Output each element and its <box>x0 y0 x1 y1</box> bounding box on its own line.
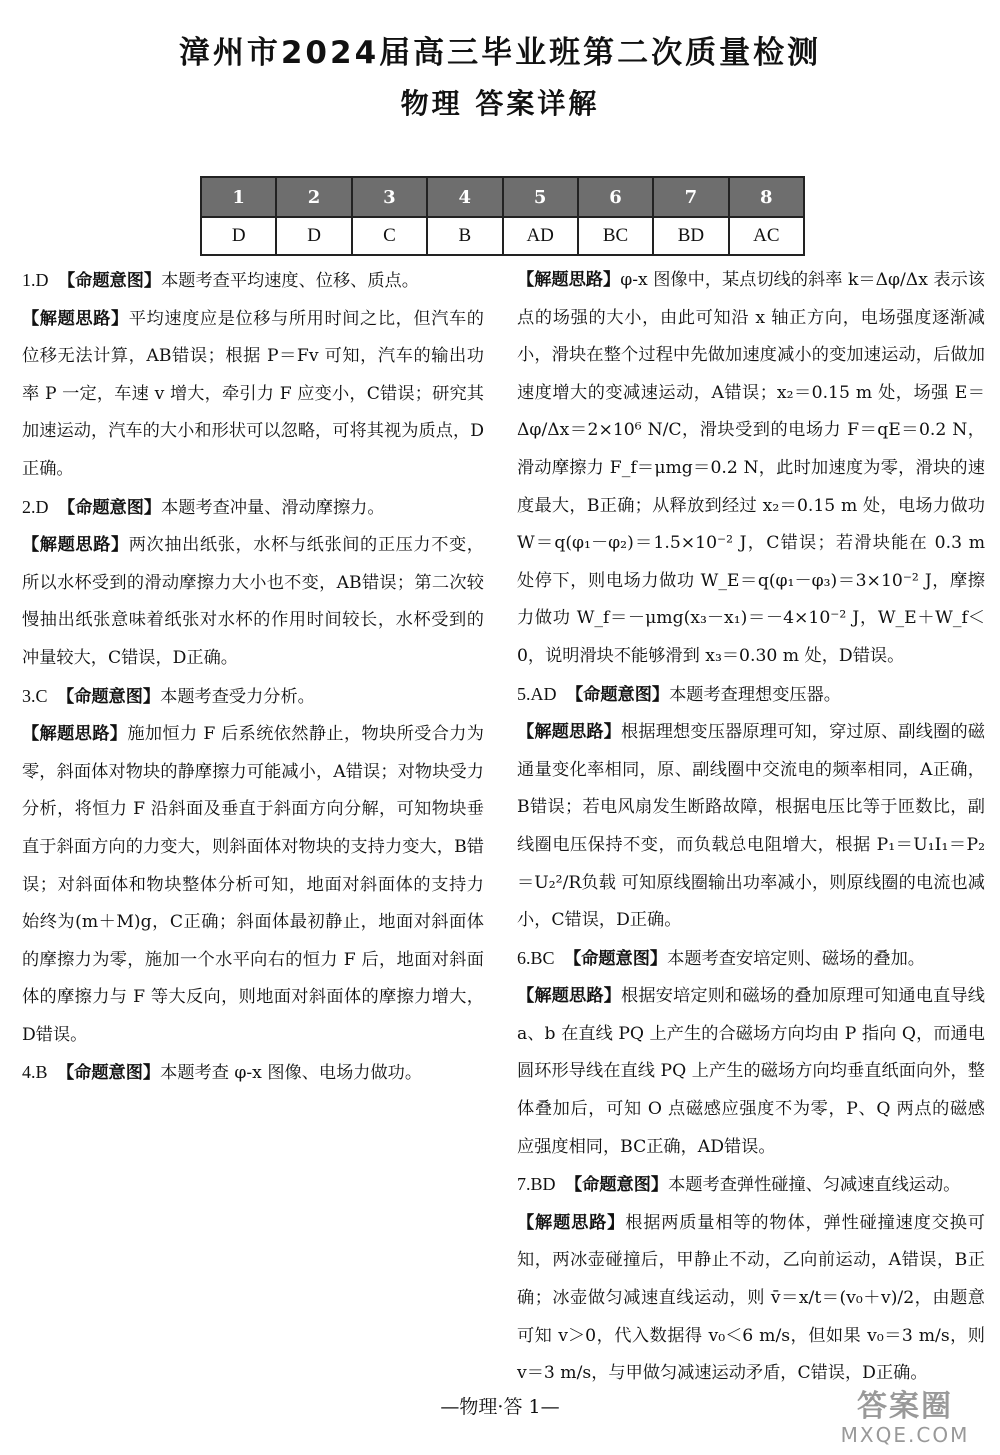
question-number: 2.D <box>22 496 49 517</box>
watermark-url: MXQE.COM <box>840 1423 970 1447</box>
reason-tag: 【解题思路】 <box>517 1212 626 1233</box>
intent-text: 本题考查安培定则、磁场的叠加。 <box>667 948 925 969</box>
intent-tag: 【命题意图】 <box>565 684 670 705</box>
reason-text: φ-x 图像中，某点切线的斜率 k＝Δφ/Δx 表示该点的场强的大小，由此可知沿 x 轴正方向，电场强度逐渐减小，滑块在整个过程中先做加速度减小的变加速运动，后做加速度增大的变减速运动，A错误；x₂＝0.15 m 处，场强 E＝Δφ/Δx＝2×10⁶ N/C，滑块受到的电场力 F＝qE＝0.2 N，滑动摩擦力 F_f＝μmg＝0.2 N，此时加速度为零，滑块的速度最大，B正确；从释放到经过 x₂＝0.15 m 处，电场力做功 W＝q(φ₁－φ₂)＝1.5×10⁻² J，C错误；若滑块能在 0.3 m 处停下，则电场力做功 W_E＝q(φ₁－φ₃)＝3×10⁻² J，摩擦力做功 W_f＝－μmg(x₃－x₁)＝－4×10⁻² J，W_E＋W_f＜0，说明滑块不能够滑到 x₃＝0.30 m 处，D错误。 <box>517 270 985 666</box>
question-2-reasoning <box>22 527 484 677</box>
answer-cell: AD <box>503 217 578 255</box>
left-column <box>22 262 484 1093</box>
intent-text: 本题考查弹性碰撞、匀减速直线运动。 <box>668 1175 961 1196</box>
page-title: 漳州市2024届高三毕业班第二次质量检测 <box>178 35 822 71</box>
intent-text: 本题考查冲量、滑动摩擦力。 <box>161 497 385 518</box>
reason-text: 施加恒力 F 后系统依然静止，物块所受合力为零，斜面体对物块的静摩擦力可能减小，A错误；对物块受力分析，将恒力 F 沿斜面及垂直于斜面方向分解，可知物块垂直于斜面方向的力变大，则斜面体对物块的支持力变大，B错误；对斜面体和物块整体分析可知，地面对斜面体的支持力始终为(m＋M)g，C正确；斜面体最初静止，地面对斜面体的摩擦力为零，施加一个水平向右的恒力 F 后，地面对斜面体的摩擦力与 F 等大反向，则地面对斜面体的摩擦力增大，D错误。 <box>22 724 484 1045</box>
question-number-cell: 1 <box>201 177 276 217</box>
answer-table-answer-row <box>201 217 804 255</box>
answer-table <box>200 176 805 256</box>
question-number: 7.BD <box>517 1174 556 1195</box>
page-footer: —物理·答 1— <box>440 1396 560 1418</box>
question-number: 6.BC <box>517 947 555 968</box>
reason-text: 根据两质量相等的物体，弹性碰撞速度交换可知，两冰壶碰撞后，甲静止不动，乙向前运动，A错误，B正确；冰壶做匀减速直线运动，则 v̄＝x/t＝(v₀＋v)/2，由题意可知 v＞0，代入数据得 v₀＜6 m/s，但如果 v₀＝3 m/s，则 v＝3 m/s，与甲做匀减速运动矛盾，C错误，D正确。 <box>517 1212 985 1384</box>
question-number-cell: 6 <box>578 177 653 217</box>
answer-cell: B <box>427 217 502 255</box>
question-number-cell: 4 <box>427 177 502 217</box>
answer-cell: C <box>352 217 427 255</box>
question-number: 1.D <box>22 270 49 290</box>
answer-cell: AC <box>729 217 804 255</box>
intent-text: 本题考查受力分析。 <box>160 686 315 707</box>
question-number-cell: 8 <box>729 177 804 217</box>
intent-tag: 【命题意图】 <box>57 271 162 291</box>
answer-cell: D <box>276 217 351 255</box>
intent-text: 本题考查理想变压器。 <box>669 684 841 705</box>
reason-tag: 【解题思路】 <box>22 535 129 556</box>
intent-tag: 【命题意图】 <box>56 686 161 707</box>
question-3 <box>22 678 484 717</box>
reason-tag: 【解题思路】 <box>22 724 128 745</box>
reason-tag: 【解题思路】 <box>517 270 621 290</box>
reason-tag: 【解题思路】 <box>517 986 622 1007</box>
question-3-reasoning <box>22 716 484 1054</box>
page-subtitle: 物理 答案详解 <box>400 87 600 120</box>
watermark-logo <box>830 1390 980 1450</box>
question-4 <box>22 1054 484 1093</box>
reason-tag: 【解题思路】 <box>22 308 129 329</box>
watermark-text: 答案圈 <box>857 1389 953 1424</box>
question-1 <box>22 262 484 301</box>
question-number: 5.AD <box>517 683 557 704</box>
intent-tag: 【命题意图】 <box>563 948 668 969</box>
question-number-cell: 3 <box>352 177 427 217</box>
question-1-reasoning <box>22 301 484 489</box>
intent-tag: 【命题意图】 <box>564 1175 669 1196</box>
answer-cell: BC <box>578 217 653 255</box>
question-7 <box>517 1166 985 1205</box>
right-column <box>517 262 985 1393</box>
question-4-reasoning <box>517 262 985 676</box>
question-number-cell: 2 <box>276 177 351 217</box>
reason-text: 根据安培定则和磁场的叠加原理可知通电直导线 a、b 在直线 PQ 上产生的合磁场方向均由 P 指向 Q，而通电圆环形导线在直线 PQ 上产生的磁场方向均垂直纸面向外，整体叠加后，可知 O 点磁感应强度不为零，P、Q 两点的磁感应强度相同，BC正确，AD错误。 <box>517 986 985 1157</box>
reason-text: 根据理想变压器原理可知，穿过原、副线圈的磁通量变化率相同，原、副线圈中交流电的频率相同，A正确，B错误；若电风扇发生断路故障，根据电压比等于匝数比，副线圈电压保持不变，而负载总电阻增大，根据 P₁＝U₁I₁＝P₂＝U₂²/R负载 可知原线圈输出功率减小，则原线圈的电流也减小，C错误，D正确。 <box>517 722 985 931</box>
reason-tag: 【解题思路】 <box>517 722 622 743</box>
intent-text: 本题考查平均速度、位移、质点。 <box>161 271 419 291</box>
answer-cell: D <box>201 217 276 255</box>
question-5-reasoning <box>517 714 985 940</box>
intent-tag: 【命题意图】 <box>56 1063 161 1084</box>
question-number-cell: 5 <box>503 177 578 217</box>
intent-tag: 【命题意图】 <box>57 497 162 518</box>
question-2 <box>22 489 484 528</box>
question-6 <box>517 940 985 979</box>
reason-text: 两次抽出纸张，水杯与纸张间的正压力不变，所以水杯受到的滑动摩擦力大小也不变，AB错误；第二次较慢抽出纸张意味着纸张对水杯的作用时间较长，水杯受到的冲量较大，C错误，D正确。 <box>22 535 484 668</box>
question-number: 3.C <box>22 685 48 706</box>
question-7-reasoning <box>517 1205 985 1393</box>
question-5 <box>517 676 985 715</box>
reason-text: 平均速度应是位移与所用时间之比，但汽车的位移无法计算，AB错误；根据 P＝Fv 可知，汽车的输出功率 P 一定，车速 v 增大，牵引力 F 应变小，C错误；研究其加速运动，汽车的大小和形状可以忽略，可将其视为质点，D正确。 <box>22 308 484 479</box>
question-number-cell: 7 <box>653 177 728 217</box>
question-6-reasoning <box>517 978 985 1166</box>
intent-text: 本题考查 φ-x 图像、电场力做功。 <box>160 1063 423 1084</box>
answer-table-header-row <box>201 177 804 217</box>
question-number: 4.B <box>22 1062 48 1083</box>
answer-cell: BD <box>653 217 728 255</box>
